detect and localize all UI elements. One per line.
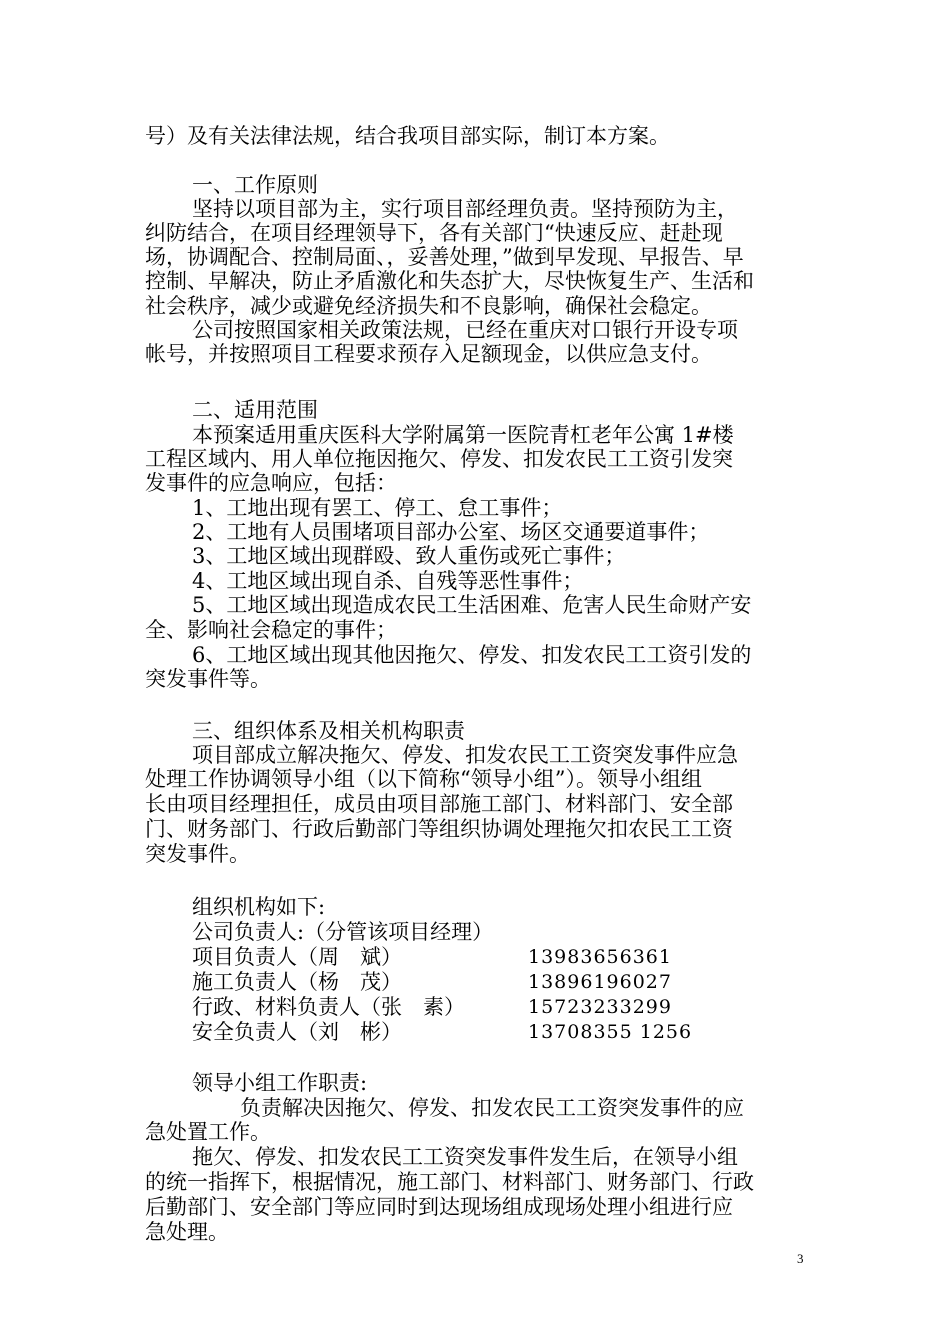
org-role: 安全负责人（刘 彬） xyxy=(192,1020,402,1044)
section2-item: 突发事件等。 xyxy=(145,667,271,691)
section1-p2-line: 帐号，并按照项目工程要求预存入足额现金，以供应急支付。 xyxy=(145,342,712,366)
section3-p1-line: 门、财务部门、行政后勤部门等组织协调处理拖欠扣农民工工资 xyxy=(145,817,733,841)
section3-p1-line: 长由项目经理担任，成员由项目部施工部门、材料部门、安全部 xyxy=(145,792,733,816)
intro-line: 号）及有关法律法规，结合我项目部实际，制订本方案。 xyxy=(145,124,670,148)
section3-p1-line: 突发事件。 xyxy=(145,842,250,866)
section1-p1-line: 场，协调配合、控制局面、，妥善处理，”做到早发现、早报告、早 xyxy=(145,245,744,269)
duty2-line: 拖欠、停发、扣发农民工工资突发事件发生后，在领导小组 xyxy=(192,1145,738,1169)
page-number: 3 xyxy=(797,1251,804,1266)
section2-item: 5、工地区域出现造成农民工生活困难、危害人民生命财产安 xyxy=(192,593,752,617)
org-role: 项目负责人（周 斌） xyxy=(192,945,402,969)
duty-title: 领导小组工作职责: xyxy=(192,1071,368,1095)
section3-p1-line: 项目部成立解决拖欠、停发、扣发农民工工资突发事件应急 xyxy=(192,743,738,767)
section2-p1-line: 工程区域内、用人单位拖因拖欠、停发、扣发农民工工资引发突 xyxy=(145,447,733,471)
org-title: 组织机构如下: xyxy=(192,895,326,919)
section2-item: 全、影响社会稳定的事件； xyxy=(145,618,397,642)
org-role: 行政、材料负责人（张 素） xyxy=(192,995,465,1019)
section1-p1-line: 坚持以项目部为主，实行项目部经理负责。坚持预防为主， xyxy=(192,197,738,221)
section3-p1-line: 处理工作协调领导小组（以下简称“领导小组”）。领导小组组 xyxy=(145,767,702,791)
section2-item: 3、工地区域出现群殴、致人重伤或死亡事件； xyxy=(192,544,626,568)
section2-item: 6、工地区域出现其他因拖欠、停发、扣发农民工工资引发的 xyxy=(192,643,752,667)
section1-p1-line: 社会秩序，减少或避免经济损失和不良影响，确保社会稳定。 xyxy=(145,294,712,318)
org-phone: 13708355 1256 xyxy=(528,1021,693,1043)
duty2-line: 的统一指挥下，根据情况，施工部门、材料部门、财务部门、行政 xyxy=(145,1170,754,1194)
section1-p2-line: 公司按照国家相关政策法规，已经在重庆对口银行开设专项 xyxy=(192,318,738,342)
section3-heading: 三、组织体系及相关机构职责 xyxy=(192,719,465,743)
section1-p1-line: 纠防结合，在项目经理领导下，各有关部门“快速反应、赶赴现 xyxy=(145,221,723,245)
section2-p1-line: 本预案适用重庆医科大学附属第一医院青杠老年公寓 1#楼 xyxy=(192,423,734,447)
duty2-line: 后勤部门、安全部门等应同时到达现场组成现场处理小组进行应 xyxy=(145,1195,733,1219)
org-phone: 13983656361 xyxy=(528,946,672,968)
section2-p1-line: 发事件的应急响应，包括： xyxy=(145,471,397,495)
section1-p1-line: 控制、早解决，防止矛盾激化和失态扩大，尽快恢复生产、生活和 xyxy=(145,269,754,293)
section2-item: 1、工地出现有罢工、停工、怠工事件； xyxy=(192,496,563,520)
duty1-line: 急处置工作。 xyxy=(145,1120,271,1144)
org-phone: 13896196027 xyxy=(528,971,672,993)
org-role: 施工负责人（杨 茂） xyxy=(192,970,402,994)
section2-heading: 二、适用范围 xyxy=(192,398,318,422)
section2-item: 2、工地有人员围堵项目部办公室、场区交通要道事件； xyxy=(192,520,710,544)
org-phone: 15723233299 xyxy=(528,996,672,1018)
org-role: 公司负责人:（分管该项目经理） xyxy=(192,920,494,944)
duty1-line: 负责解决因拖欠、停发、扣发农民工工资突发事件的应 xyxy=(240,1096,744,1120)
duty2-line: 急处理。 xyxy=(145,1220,229,1244)
section1-heading: 一、工作原则 xyxy=(192,173,318,197)
section2-item: 4、工地区域出现自杀、自残等恶性事件； xyxy=(192,569,584,593)
